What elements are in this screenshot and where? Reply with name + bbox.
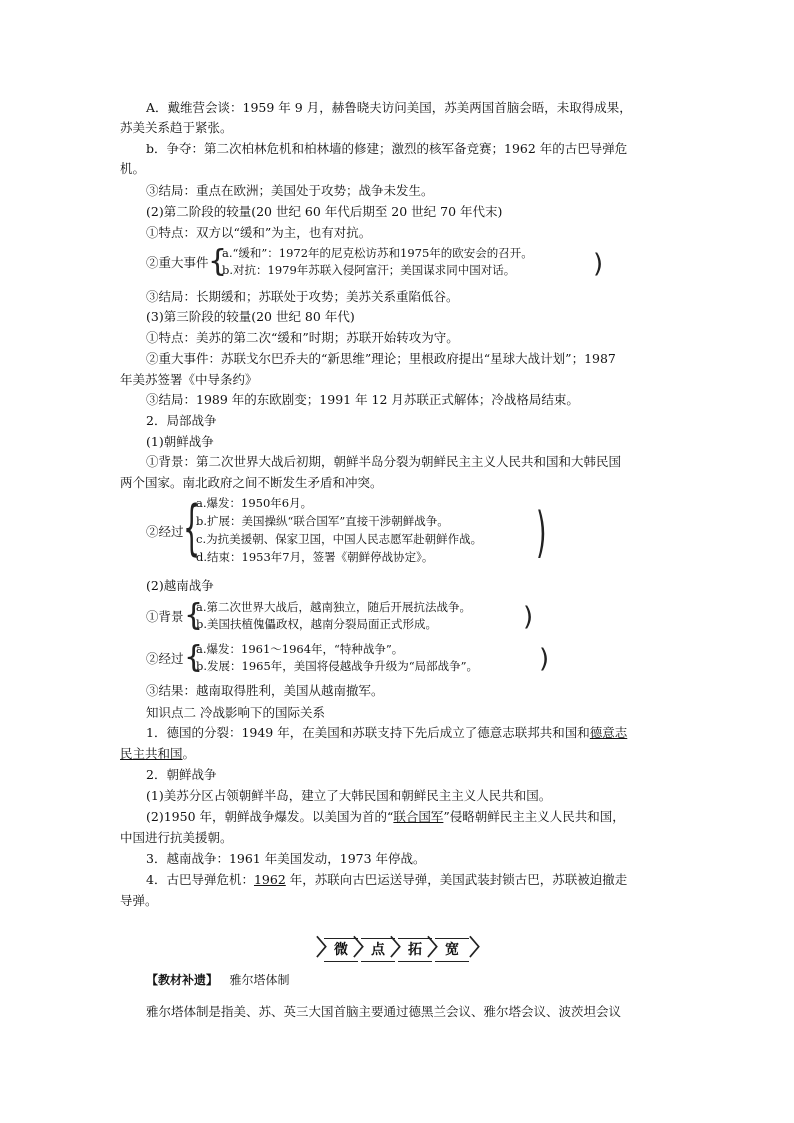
text-span: 4．古巴导弹危机： [146,872,254,887]
text-line: b.美国扶植傀儡政权，越南分裂局面正式形成。 [196,617,438,631]
text-line [146,808,625,825]
right-paren-icon: ) [593,249,604,279]
text-line: (2)第二阶段的较量(20 世纪 60 年代后期至 20 世纪 70 年代末) [146,204,503,219]
text-line: ②经过 [146,651,184,666]
text-line: (1)朝鲜战争 [146,434,214,449]
text-span: ”侵略朝鲜民主主义人民共和国， [443,809,625,824]
left-brace-icon: { [208,244,228,279]
text-line: 机。 [120,161,146,176]
text-line: b.对抗：1979年苏联入侵阿富汗；美国谋求同中国对话。 [222,263,516,277]
text-line: ①特点：双方以“缓和”为主，也有对抗。 [146,225,372,240]
text-line: ②经过 [146,524,184,539]
banner-char: 〉 宽 〉 [427,936,492,961]
text-line: d.结束：1953年7月，签署《朝鲜停战协定》。 [196,550,434,564]
text-line: b．争夺：第二次柏林危机和柏林墙的修建；激烈的核军备竞赛；1962 年的古巴导弹危 [146,141,628,156]
text-line: 雅尔塔体制是指美、苏、英三大国首脑主要通过德黑兰会议、雅尔塔会议、波茨坦会议 [146,1004,622,1019]
text-line: ③结局：1989 年的东欧剧变；1991 年 12 月苏联正式解体；冷战格局结束。 [146,392,579,407]
text-line: b.发展：1965年，美国将侵越战争升级为“局部战争”。 [196,659,479,673]
left-brace-icon: { [183,493,201,563]
text-line: a.爆发：1950年6月。 [196,496,313,510]
banner-char: 〉 拓 [398,938,432,962]
text-line: ③结局：长期缓和；苏联处于攻势；美苏关系重陷低谷。 [146,289,459,304]
right-paren-icon: ) [539,644,550,674]
text-line: (1)美苏分区占领朝鲜半岛，建立了大韩民国和朝鲜民主主义人民共和国。 [146,788,552,803]
left-brace-icon: { [184,640,204,675]
text-span: 年，苏联向古巴运送导弹，美国武装封锁古巴，苏联被迫撤走 [285,872,628,887]
chevron-right-icon: 〉 [427,936,450,961]
text-line: 导弹。 [120,893,158,908]
text-line: 3．越南战争：1961 年美国发动，1973 年停战。 [146,851,426,866]
text-line: 2．朝鲜战争 [146,767,217,782]
text-line [146,871,627,888]
text-line: a.第二次世界大战后，越南独立，随后开展抗法战争。 [196,600,472,614]
text-span: 。 [182,746,196,761]
answer-underline: 联合国军 [393,809,444,824]
answer-underline: 民主共和国 [120,746,183,761]
text-line [146,724,627,741]
banner-char: 〉 点 [361,938,395,962]
text-span: (2)1950 年，朝鲜战争爆发。以美国为首的“ [146,809,394,824]
chevron-right-icon: 〉 [353,936,376,961]
supplement-heading [146,972,289,989]
text-line: 中国进行抗美援朝。 [120,830,233,845]
banner-char: 〉 微 [324,938,358,962]
text-line: b.扩展：美国操纵“联合国军”直接干涉朝鲜战争。 [196,514,449,528]
supplement-tag: 【教材补遗】 [146,973,219,987]
answer-underline: 1962 [253,872,286,887]
text-line: ①特点：美苏的第二次“缓和”时期；苏联开始转攻为守。 [146,330,459,345]
section-banner [316,936,492,962]
text-span: 1．德国的分裂：1949 年，在美国和苏联支持下先后成立了德意志联邦共和国和 [146,725,590,740]
right-paren-icon: ) [523,602,534,632]
text-line: 年美苏签署《中导条约》 [120,372,258,387]
text-line: a.爆发：1961～1964年，“特种战争”。 [196,642,404,656]
text-line: 两个国家。南北政府之间不断发生矛盾和冲突。 [120,475,383,490]
chevron-right-icon: 〉 [390,936,413,961]
text-line: ③结局：重点在欧洲；美国处于攻势；战争未发生。 [146,183,434,198]
chevron-right-icon: 〉 [316,936,339,961]
section-heading: 知识点二 冷战影响下的国际关系 [146,705,325,720]
text-line: ①背景 [146,609,184,624]
answer-underline: 德意志 [589,725,628,740]
left-brace-icon: { [184,598,204,633]
text-line: a.“缓和”：1972年的尼克松访苏和1975年的欧安会的召开。 [222,246,533,260]
text-line: 苏美关系趋于紧张。 [120,120,233,135]
chevron-right-icon: 〉 [469,936,492,961]
text-line: c.为抗美援朝、保家卫国，中国人民志愿军赴朝鲜作战。 [196,532,483,546]
text-line: (2)越南战争 [146,578,214,593]
text-line [120,745,195,762]
text-line: (3)第三阶段的较量(20 世纪 80 年代) [146,309,355,324]
text-line: 2．局部战争 [146,413,217,428]
text-line: ②重大事件：苏联戈尔巴乔夫的“新思维”理论；里根政府提出“星球大战计划”；1987 [146,351,616,366]
right-paren-icon: ) [536,501,547,564]
text-line: A．戴维营会谈：1959 年 9 月，赫鲁晓夫访问美国，苏美两国首脑会晤，未取得成果， [146,100,632,115]
supplement-title: 雅尔塔体制 [229,973,290,987]
text-line: ③结果：越南取得胜利，美国从越南撤军。 [146,683,384,698]
text-line: ①背景：第二次世界大战后初期，朝鲜半岛分裂为朝鲜民主主义人民共和国和大韩民国 [146,454,622,469]
text-line: ②重大事件 [146,255,209,270]
